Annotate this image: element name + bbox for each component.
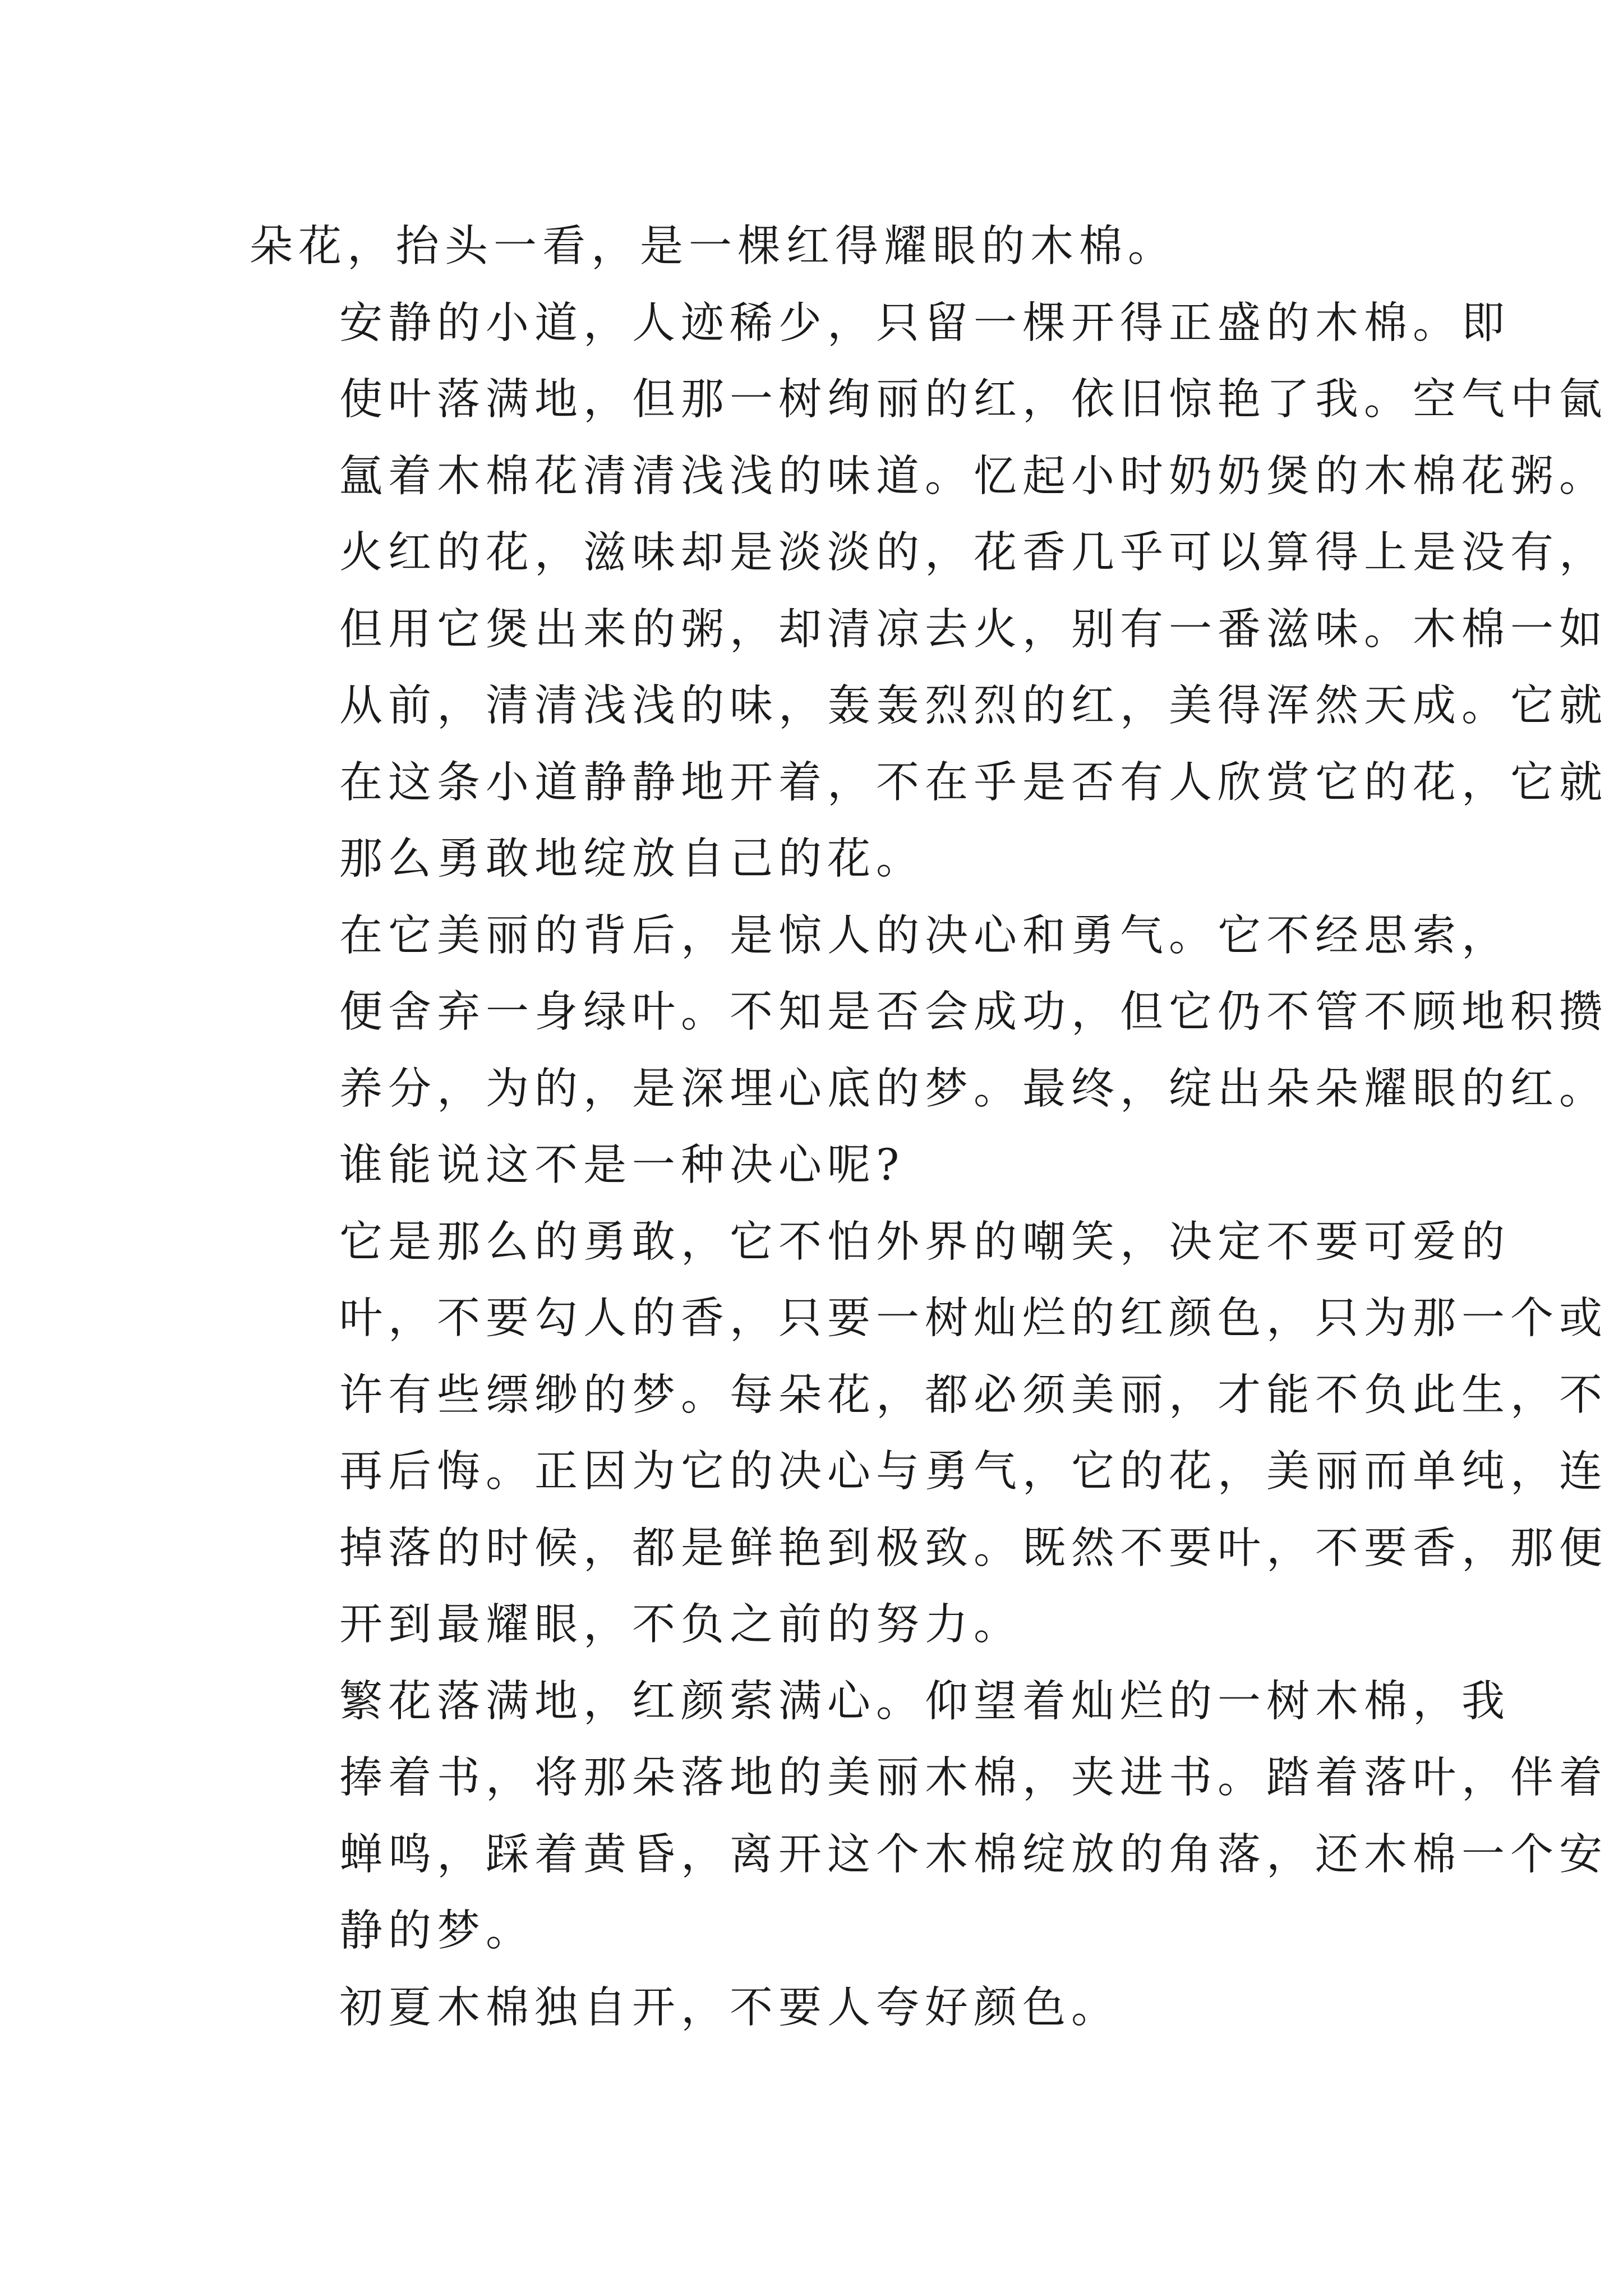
text-line: 许有些缥缈的梦。每朵花，都必须美丽，才能不负此生，不 [339, 1370, 1608, 1420]
paragraph [250, 1970, 1382, 2047]
text-line: 初夏木棉独自开，不要人夸好颜色。 [339, 1982, 1120, 2033]
text-line: 火红的花，滋味却是淡淡的，花香几乎可以算得上是没有， [339, 528, 1608, 578]
text-line: 它是那么的勇敢，它不怕外界的嘲笑，决定不要可爱的 [339, 1217, 1510, 1267]
paragraph [250, 286, 1608, 898]
text-line: 蝉鸣，踩着黄昏，离开这个木棉绽放的角落，还木棉一个安 [339, 1829, 1608, 1880]
text-line: 静的梦。 [339, 1906, 534, 1956]
text-line: 开到最耀眼，不负之前的努力。 [339, 1600, 1022, 1650]
text-line: 安静的小道，人迹稀少，只留一棵开得正盛的木棉。即 [339, 298, 1510, 348]
paragraph [250, 209, 1382, 286]
text-line: 繁花落满地，红颜萦满心。仰望着灿烂的一树木棉，我 [339, 1676, 1510, 1727]
text-line: 朵花，抬头一看，是一棵红得耀眼的木棉。 [250, 222, 1177, 272]
text-line: 在这条小道静静地开着，不在乎是否有人欣赏它的花，它就 [339, 757, 1608, 808]
text-line: 但用它煲出来的粥，却清凉去火，别有一番滋味。木棉一如 [339, 604, 1608, 655]
text-line: 那么勇敢地绽放自己的花。 [339, 834, 925, 884]
text-line: 氲着木棉花清清浅浅的味道。忆起小时奶奶煲的木棉花粥。 [339, 451, 1608, 501]
text-line: 便舍弃一身绿叶。不知是否会成功，但它仍不管不顾地积攒 [339, 987, 1608, 1037]
paragraph [250, 1204, 1608, 1664]
text-line: 掉落的时候，都是鲜艳到极致。既然不要叶，不要香，那便 [339, 1523, 1608, 1573]
text-line: 叶，不要勾人的香，只要一树灿烂的红颜色，只为那一个或 [339, 1294, 1608, 1343]
text-line: 使叶落满地，但那一树绚丽的红，依旧惊艳了我。空气中氤 [339, 375, 1608, 425]
text-line: 捧着书，将那朵落地的美丽木棉，夹进书。踏着落叶，伴着 [339, 1753, 1608, 1803]
paragraph [250, 1664, 1608, 1970]
text-line: 从前，清清浅浅的味，轰轰烈烈的红，美得浑然天成。它就 [339, 681, 1608, 731]
article-body [250, 209, 1608, 2046]
text-line: 谁能说这不是一种决心呢? [339, 1140, 905, 1190]
text-line: 在它美丽的背后，是惊人的决心和勇气。它不经思索， [339, 910, 1510, 961]
text-line: 养分，为的，是深埋心底的梦。最终，绽出朵朵耀眼的红。 [339, 1064, 1608, 1114]
text-line: 再后悔。正因为它的决心与勇气，它的花，美丽而单纯，连 [339, 1447, 1608, 1497]
paragraph [250, 898, 1608, 1204]
